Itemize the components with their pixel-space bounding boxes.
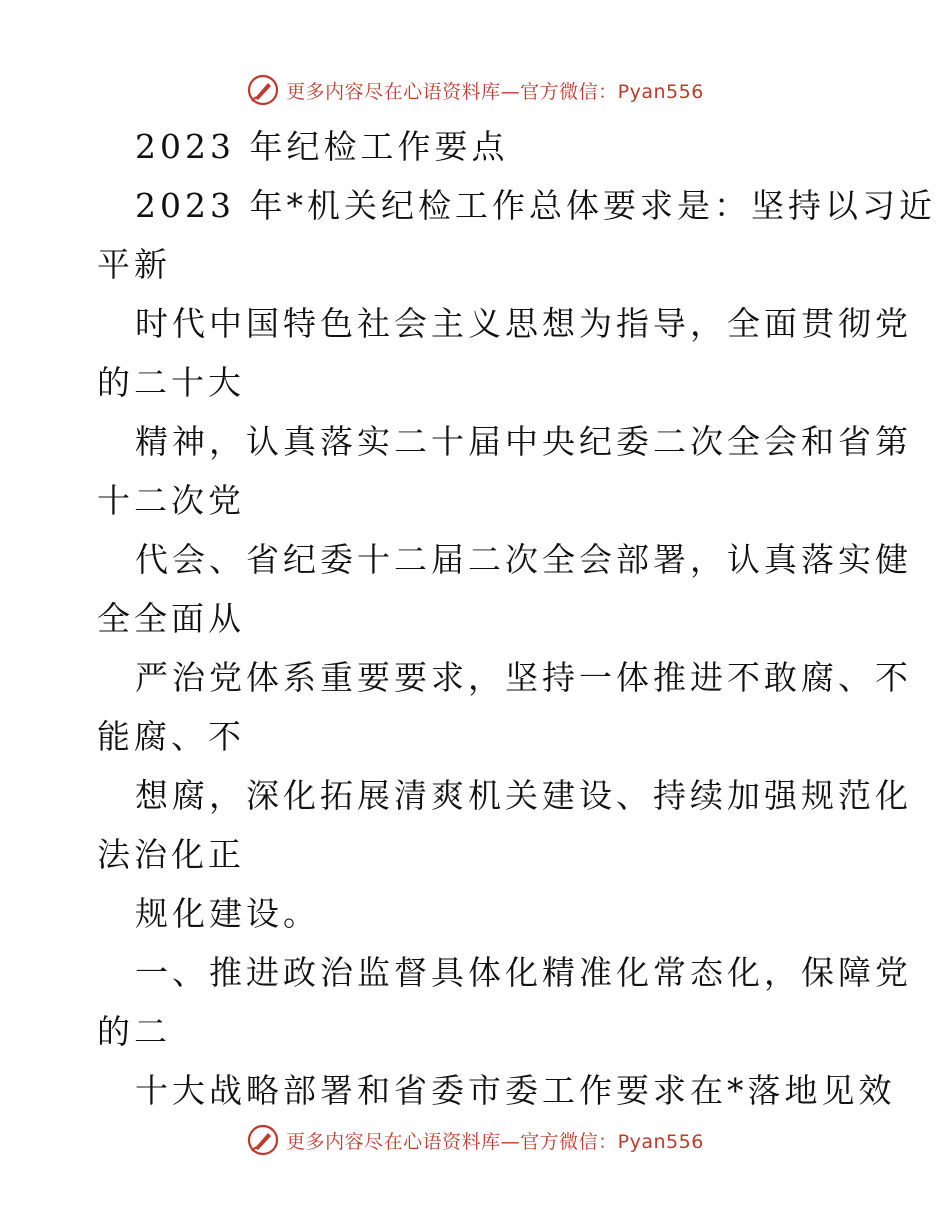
doc-line: 严治党体系重要要求，坚持一体推进不敢腐、不 [135,658,912,697]
watermark-text: 更多内容尽在心语资料库—官方微信：Pyan556 [286,80,704,103]
pen-logo-icon [246,73,280,107]
footer-watermark [0,1120,950,1160]
doc-line: 一、推进政治监督具体化精准化常态化，保障党 [135,953,912,992]
pen-logo-icon [246,1123,280,1157]
doc-line: 全全面从 [97,599,245,638]
doc-line: 精神，认真落实二十届中央纪委二次全会和省第 [135,422,912,461]
doc-line: 2023 年*机关纪检工作总体要求是：坚持以习近 [135,186,936,225]
doc-line: 法治化正 [97,835,245,874]
doc-line: 规化建设。 [135,894,320,933]
doc-line: 十大战略部署和省委市委工作要求在*落地见效 [135,1071,896,1110]
doc-line: 十二次党 [97,481,245,520]
doc-line: 的二十大 [97,363,245,402]
watermark-text: 更多内容尽在心语资料库—官方微信：Pyan556 [286,1130,704,1153]
doc-line: 的二 [97,1012,171,1051]
doc-line: 能腐、不 [97,717,245,756]
doc-title: 2023 年纪检工作要点 [135,127,509,166]
doc-line: 代会、省纪委十二届二次全会部署，认真落实健 [135,540,912,579]
doc-line: 平新 [97,245,171,284]
doc-line: 想腐，深化拓展清爽机关建设、持续加强规范化 [135,776,912,815]
doc-line: 时代中国特色社会主义思想为指导，全面贯彻党 [135,304,912,343]
header-watermark [0,70,950,110]
